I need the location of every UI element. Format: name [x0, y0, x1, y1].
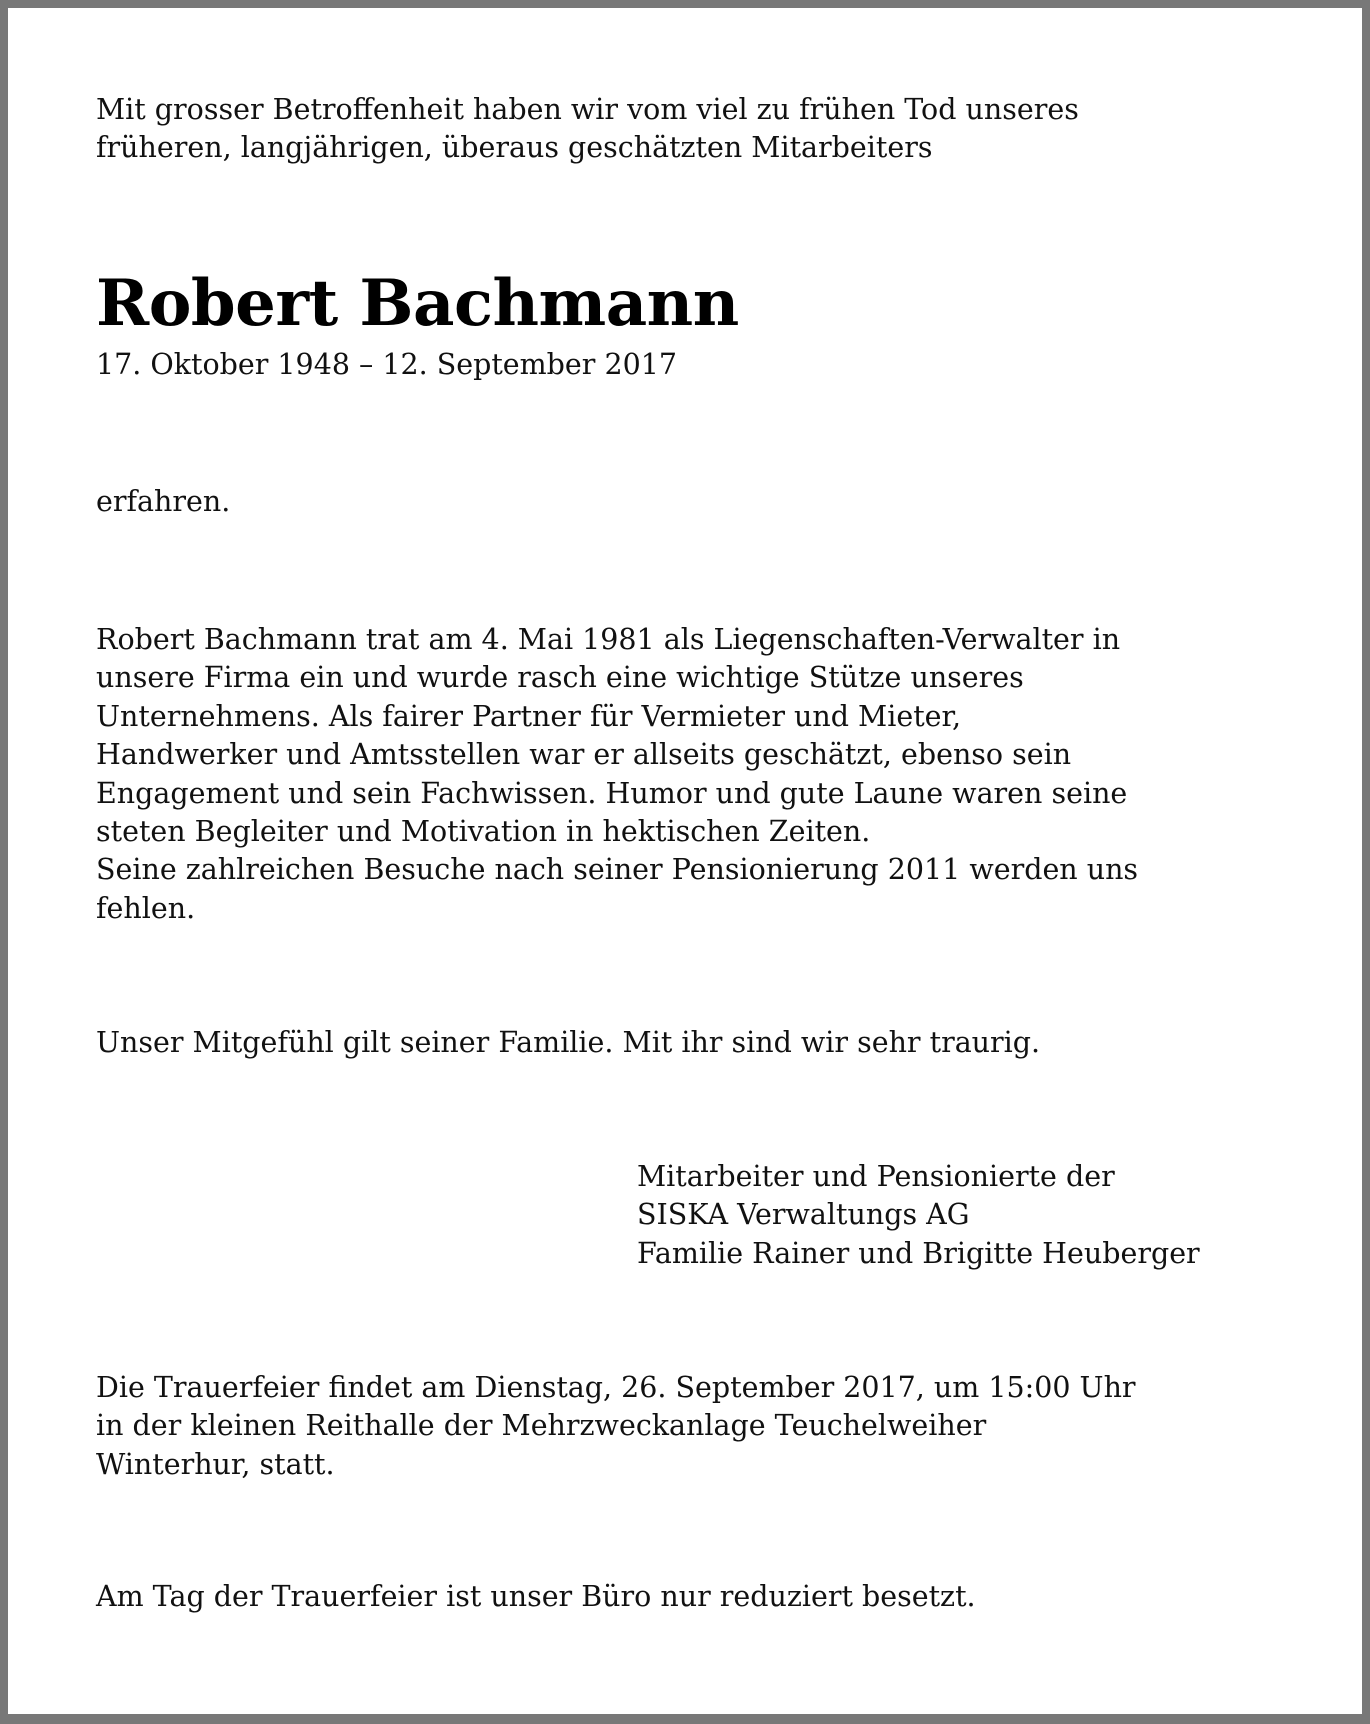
ceremony-line: Die Trauerfeier findet am Dienstag, 26. September 2017, um 15:00 Uhr — [96, 1371, 1136, 1404]
body-line: unsere Firma ein und wurde rasch eine wichtige Stütze unseres — [96, 661, 1024, 695]
intro-text — [96, 91, 1079, 168]
biography-paragraph — [96, 621, 1138, 928]
deceased-name: Robert Bachmann — [96, 266, 739, 341]
signature-line: SISKA Verwaltungs AG — [637, 1198, 970, 1232]
signature-line: Familie Rainer und Brigitte Heuberger — [637, 1236, 1200, 1270]
ceremony-line: in der kleinen Reithalle der Mehrzweckanlage Teuchelweiher — [96, 1409, 987, 1443]
ceremony-line: Winterhur, statt. — [96, 1447, 335, 1481]
body-line: fehlen. — [96, 891, 196, 925]
body-line: Handwerker und Amtsstellen war er allseits geschätzt, ebenso sein — [96, 738, 1072, 772]
body-line: Unternehmens. Als fairer Partner für Vermieter und Mieter, — [96, 699, 962, 733]
obituary-page — [8, 8, 1362, 1714]
body-line: steten Begleiter und Motivation in hektischen Zeiten. — [96, 815, 871, 849]
signature-block — [637, 1158, 1200, 1273]
signature-line: Mitarbeiter und Pensionierte der — [637, 1160, 1115, 1193]
intro-end: erfahren. — [96, 485, 231, 518]
body-line: Engagement und sein Fachwissen. Humor und gute Laune waren seine — [96, 776, 1128, 810]
ceremony-text — [96, 1369, 1136, 1484]
intro-line: Mit grosser Betroffenheit haben wir vom viel zu frühen Tod unseres — [96, 93, 1079, 126]
body-line: Seine zahlreichen Besuche nach seiner Pensionierung 2011 werden uns — [96, 853, 1139, 887]
body-line: Robert Bachmann trat am 4. Mai 1981 als Liegenschaften-Verwalter in — [96, 623, 1121, 656]
office-note: Am Tag der Trauerfeier ist unser Büro nur reduziert besetzt. — [96, 1580, 976, 1613]
life-dates: 17. Oktober 1948 – 12. September 2017 — [96, 348, 678, 381]
sympathy-text: Unser Mitgefühl gilt seiner Familie. Mit ihr sind wir sehr traurig. — [96, 1026, 1041, 1059]
intro-line: früheren, langjährigen, überaus geschätzten Mitarbeiters — [96, 131, 933, 165]
